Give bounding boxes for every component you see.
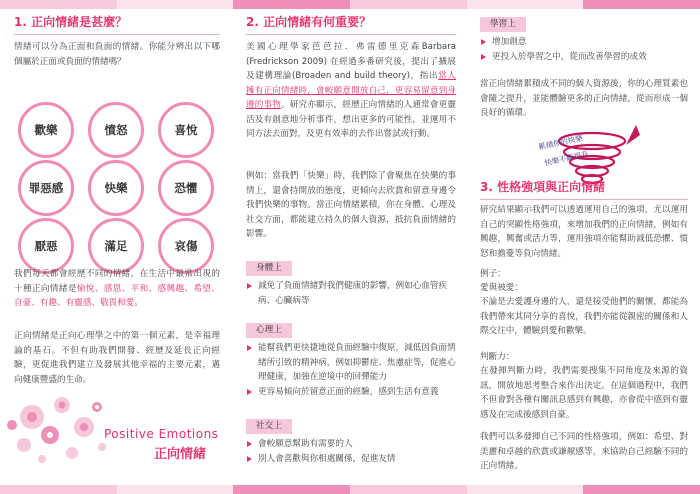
benefit-label: 社交上 — [246, 419, 292, 434]
example-text-judgement: 在發揮判斷力時，我們需要搜集不同角度及來源的資訊，開放地思考整合來作出決定。在這個過程中，我們不但會對各種有關訊息感到有興趣，亦會從中感到有靈感及在完成後感到自豪。 — [480, 366, 688, 420]
benefit-label: 學習上 — [480, 17, 526, 32]
emotion-circle: 哀傷 — [158, 218, 214, 274]
list-item: 更容易傾向於留意正面的經驗，感到生活有意義 — [246, 385, 456, 400]
list-item: 增加創意 — [480, 35, 688, 50]
emotion-circle: 恐懼 — [158, 160, 214, 216]
section-heading-3: 3. 性格強項與正向情緒 — [480, 180, 606, 194]
example-title-judgement: 判斷力： — [480, 352, 515, 362]
list-item: 會較願意幫助有需要的人 — [246, 437, 456, 452]
happiness-example-text: 例如：當我們「快樂」時，我們除了會聚焦在快樂的事情上，還會持開放的態度，更傾向去欣賞和留意身邊令我們快樂的事物。當正向情緒累積，你在身體、心理及社交方面，都能建立持久的個人資源，抵抗負面情緒的影響。 — [246, 171, 456, 239]
emotion-circle: 歡樂 — [18, 102, 74, 158]
heading-divider — [480, 199, 688, 200]
closing-text: 我們可以多發揮自己不同的性格強項，例如：希望、對美麗和卓越的欣賞或謙厭感等，來協助自己經驗不同的正向情緒。 — [480, 432, 688, 471]
logo-english-text: Positive Emotions — [104, 427, 219, 441]
column-what-is-positive-emotion — [0, 9, 232, 485]
emotion-grid — [16, 102, 218, 274]
emotion-circle: 厭惡 — [18, 218, 74, 274]
list-item: 別人會喜歡與你相處關係，促進友情 — [246, 452, 456, 467]
flower-logo-graphic — [2, 387, 112, 467]
section-heading-2: 2. 正向情緒有何重要？ — [246, 15, 372, 29]
emotion-circle: 滿足 — [88, 218, 144, 274]
spiral-label-accumulate: 累積你的快樂 — [537, 133, 584, 152]
example-label: 例子： — [480, 269, 506, 279]
positive-psychology-text: 正向情緒是正向心理學之中的第一個元素，是幸福理論的基石。不但有助我們開發、經歷及延長正向經驗，更促進我們建立及發展其他幸福的主要元素，邁向健康豐盛的生命。 — [14, 331, 220, 385]
column-why-important — [232, 9, 468, 485]
bottom-color-bar — [0, 485, 700, 494]
logo-chinese-text: 正向情緒 — [154, 447, 207, 462]
spiral-label-increase: 快樂不斷提升 — [543, 149, 590, 168]
benefit-section-learning — [480, 11, 688, 64]
list-item: 更投入於學習之中，從而改善學習的成效 — [480, 50, 688, 65]
heading-divider — [14, 34, 220, 35]
benefit-section-mental — [246, 317, 456, 399]
list-item: 能幫我們更快捷地從負面經驗中復原，減低因負面情緒所引致的精神病，例如抑鬱症、焦慮症等，促進心理健康，加強在逆境中的回彈能力 — [246, 341, 456, 385]
top-color-bar — [0, 0, 700, 9]
benefit-section-social — [246, 413, 456, 466]
benefit-list — [246, 279, 456, 308]
benefit-label: 身體上 — [246, 261, 292, 276]
emotion-circle: 快樂 — [88, 160, 144, 216]
column-character-strengths — [468, 9, 700, 485]
benefit-list — [246, 341, 456, 399]
benefit-section-physical — [246, 255, 456, 308]
example-text-love: 不論是去愛護身邊的人，還是接受他們的關懷，都能為我們帶來其同分享的喜悅，我們亦能從親密的關係和人際交往中，體驗到愛和歡樂。 — [480, 297, 688, 336]
intro-text: 情緒可以分為正面和負面的情緒。你能分辨出以下哪個屬於正面或負面的情緒嗎？ — [14, 42, 220, 67]
list-item: 減免了負面情緒對我們健康的影響，例如心血管疾病、心臟病等 — [246, 279, 456, 308]
emotion-circle: 憤怒 — [88, 102, 144, 158]
benefit-list — [480, 35, 688, 64]
strengths-research-text: 研究結果顯示我們可以透過運用自己的強項，尤以運用自己的突顯性格強項，來增加我們的正向情緒，例如有興趣，興奮或活力等，運用強項亦能幫助減低恐懼、憤怒和擔憂等負向情緒。 — [480, 205, 688, 259]
section-heading-1: 1. 正向情緒是甚麼？ — [14, 15, 128, 29]
emotion-circle: 罪惡感 — [18, 160, 74, 216]
benefit-list — [246, 437, 456, 466]
heading-divider — [246, 34, 456, 35]
ten-emotions-text: 我們每天都會經歷不同的情緒，在生活中最常出現的十種正向情緒是愉悅、感恩、平和、感興趣、希望、自豪、有趣、有靈感、敬畏和愛。 — [14, 269, 220, 308]
benefit-label: 心理上 — [246, 323, 292, 338]
fredrickson-text: 美國心理學家芭芭拉．弗雷德里克森Barbara (Fredrickson 2009) 在經過多番研究後，提出了擴展及建構理論(Broaden and build theory)，指出當人擁有正向情緒時，會較願意開放自己，更容易留意到身邊的事物。研究亦顯示，經歷正向情緒的人通常會更靈活及有創意地分析事件，想出更多的可能性，並運用不同方法去面對，及更有效率的去作出嘗試或行動。 — [246, 42, 456, 139]
cycle-text: 當正向情緒累積成不同的個人資源後，你的心理質素也會隨之提升，並能體驗更多的正向情緒，從而形成一個良好的循環。 — [480, 79, 688, 118]
emotion-circle: 喜悅 — [158, 102, 214, 158]
example-title-love: 愛與被愛： — [480, 283, 523, 293]
